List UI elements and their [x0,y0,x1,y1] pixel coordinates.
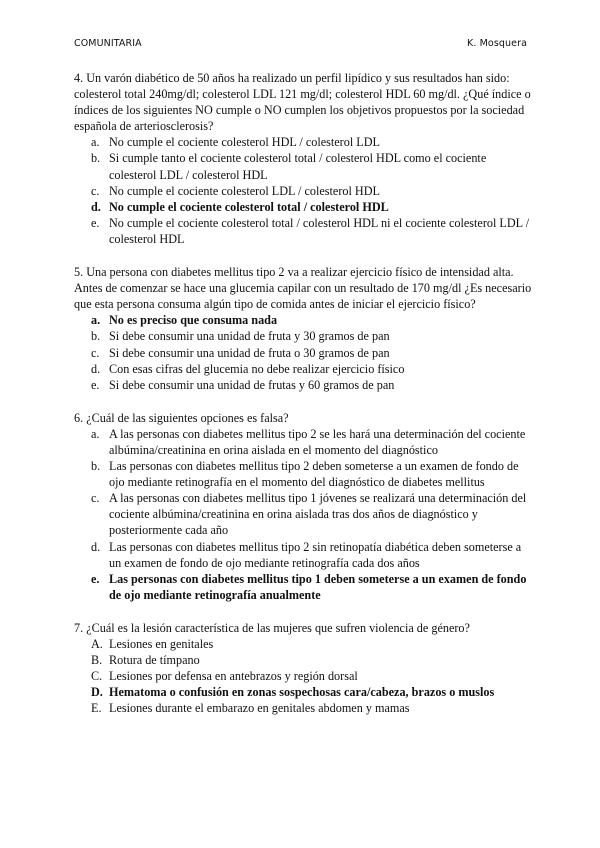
option-b [74,458,536,490]
option-letter: D. [91,685,103,700]
option-text: Las personas con diabetes mellitus tipo 2 deben someterse a un examen de fondo de ojo mediante retinografía en el momento del diagnóstico de diabetes mellitus [109,459,519,490]
option-e [74,215,536,247]
option-letter: c. [91,491,100,506]
question-stem: 5. Una persona con diabetes mellitus tipo 2 va a realizar ejercicio físico de intensidad alta. Antes de comenzar se hace una glucemia capilar con un resultado de 170 mg/dl ¿Es necesario que esta persona consuma algún tipo de comida antes de iniciar el ejercicio físico? [74,265,532,312]
option-text: Si debe consumir una unidad de fruta y 30 gramos de pan [109,329,390,344]
answer-options [74,426,536,603]
question-4 [74,70,536,247]
option-text: Las personas con diabetes mellitus tipo 1 deben someterse a un examen de fondo de ojo mediante retinografía anualmente [109,571,527,602]
option-e-correct [74,571,536,603]
option-letter: a. [91,426,100,441]
option-letter: e. [91,215,100,230]
option-c [74,345,536,361]
question-6 [74,410,536,603]
option-letter: b. [91,329,101,344]
option-c [74,183,536,199]
answer-options [74,312,536,392]
option-text: Si debe consumir una unidad de frutas y 60 gramos de pan [109,377,395,392]
question-7 [74,620,536,717]
option-e [74,700,536,716]
option-text: A las personas con diabetes mellitus tipo 1 jóvenes se realizará una determinación del cociente albúmina/creatinina en orina aislada tras dos años de diagnóstico y posteriormente cada año [109,491,527,538]
option-b [74,328,536,344]
option-text: Lesiones en genitales [109,637,214,651]
option-letter: c. [91,183,100,198]
option-text: No es preciso que consuma nada [109,313,278,328]
option-c [74,490,536,538]
option-letter: e. [91,571,100,586]
option-text: Las personas con diabetes mellitus tipo 2 sin retinopatía diabética deben someterse a un examen de fondo de ojo mediante retinografía cada dos años [109,539,522,570]
option-text: Si cumple tanto el cociente colesterol total / colesterol HDL como el cociente colesterol LDL / colesterol HDL [109,151,487,182]
option-d-correct [74,684,536,700]
option-b [74,150,536,182]
option-a [74,426,536,458]
option-text: Con esas cifras del glucemia no debe realizar ejercicio físico [109,361,405,376]
option-letter: d. [91,361,101,376]
question-5 [74,264,536,393]
option-a-correct [74,312,536,328]
option-text: A las personas con diabetes mellitus tipo 2 se les hará una determinación del cociente albúmina/creatinina en orina aislada en el momento del diagnóstico [109,426,526,457]
answer-options [74,134,536,247]
option-letter: b. [91,151,101,166]
option-a [74,636,536,652]
option-text: No cumple el cociente colesterol total / colesterol HDL ni el cociente colesterol LDL / colesterol HDL [109,215,530,246]
option-d [74,539,536,571]
option-text: Si debe consumir una unidad de fruta o 30 gramos de pan [109,345,390,360]
option-e [74,377,536,393]
questions-body [74,70,536,733]
question-stem: 6. ¿Cuál de las siguientes opciones es falsa? [74,410,289,425]
option-text: Lesiones durante el embarazo en genitales abdomen y mamas [109,701,410,716]
option-text: Hematoma o confusión en zonas sospechosas cara/cabeza, brazos o muslos [109,685,495,700]
option-letter: a. [91,135,100,150]
option-text: No cumple el cociente colesterol total / colesterol HDL [109,199,389,214]
question-stem: 7. ¿Cuál es la lesión característica de las mujeres que sufren violencia de género? [74,620,470,635]
option-text: No cumple el cociente colesterol LDL / colesterol HDL [109,183,380,198]
option-c [74,668,536,684]
option-a [74,134,536,150]
option-letter: C. [91,669,103,684]
option-text: Lesiones por defensa en antebrazos y región dorsal [109,669,358,684]
option-b [74,652,536,668]
option-letter: A. [91,637,103,651]
option-letter: c. [91,345,100,360]
option-letter: b. [91,459,101,474]
option-letter: d. [91,539,101,554]
option-letter: a. [91,313,101,328]
option-letter: B. [91,653,103,668]
header-author: K. Mosquera [467,38,527,49]
option-letter: E. [91,701,102,716]
option-text: Rotura de tímpano [109,653,200,668]
option-letter: d. [91,199,101,214]
option-text: No cumple el cociente colesterol HDL / colesterol LDL [109,135,380,150]
option-d [74,361,536,377]
answer-options [74,636,536,716]
option-letter: e. [91,377,100,392]
question-stem: 4. Un varón diabético de 50 años ha realizado un perfil lipídico y sus resultados han sido: colesterol total 240mg/dl; colesterol LDL 121 mg/dl; colesterol HDL 60 mg/dl. ¿Qué índice o índices de los siguientes NO cumple o NO cumplen los objetivos propuestos por la sociedad española de arteriosclerosis? [74,71,531,134]
option-d-correct [74,199,536,215]
header-subject: COMUNITARIA [74,38,142,49]
